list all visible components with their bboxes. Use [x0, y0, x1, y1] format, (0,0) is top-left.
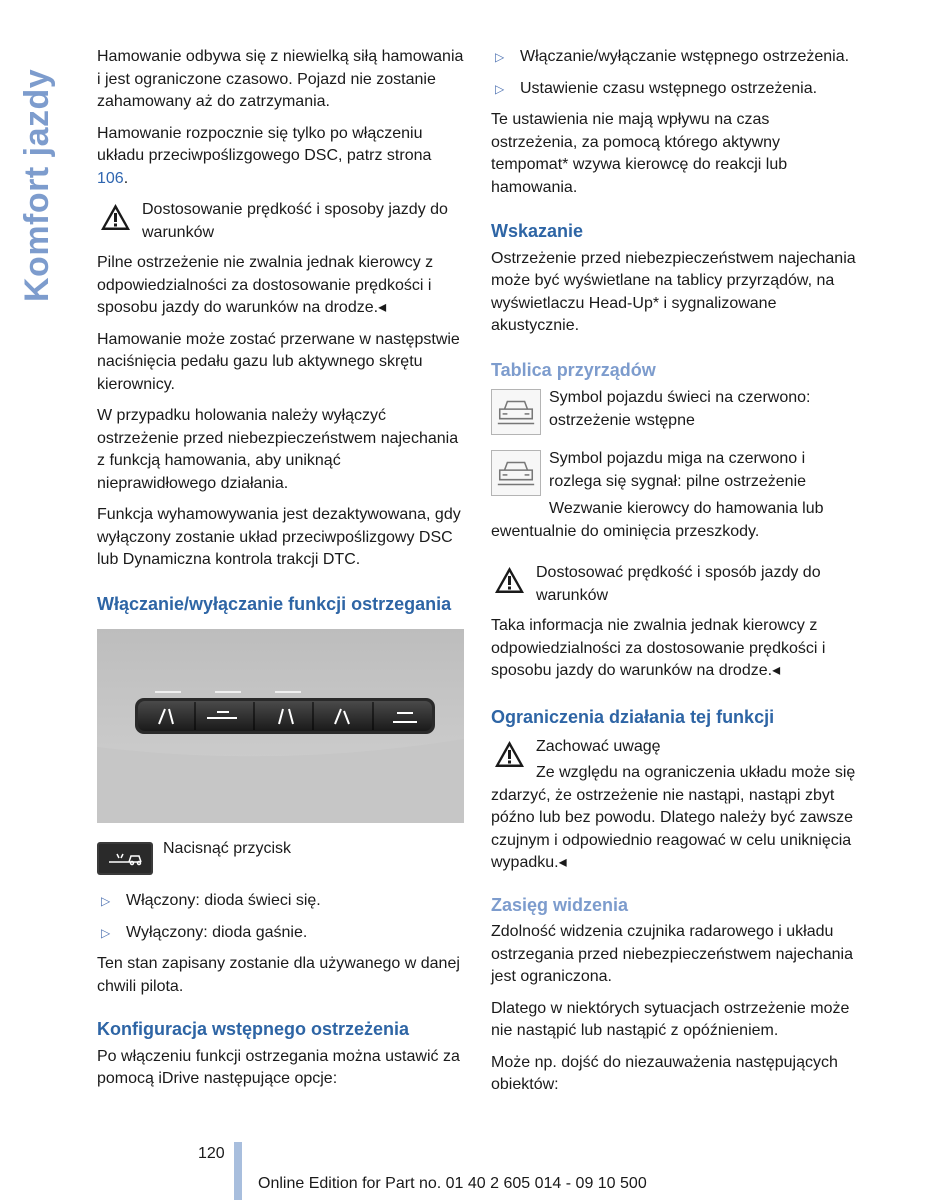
footer-accent-bar	[234, 1142, 242, 1200]
bullet-item: ▷ Włączanie/wyłączanie wstępnego ostrzeżenia.	[495, 48, 850, 65]
symbol-description: Symbol pojazdu świeci na czerwono: ostrzeżenie wstępne	[549, 389, 811, 429]
press-button-row	[97, 838, 464, 878]
section-heading-display: Wskazanie	[491, 221, 584, 241]
paragraph: Pilne ostrzeżenie nie zwalnia jednak kierowcy z odpowiedzialności za dostosowanie prędkości i sposobu jazdy do warunków na drodze.◂	[97, 254, 434, 316]
warning-title: Dostosowanie prędkość i sposoby jazdy do warunków	[142, 201, 448, 241]
warning-title: Dostosować prędkość i sposób jazdy do warunków	[536, 564, 821, 604]
warning-note	[97, 199, 464, 244]
bullet-text: Włączanie/wyłączanie wstępnego ostrzeżenia.	[520, 48, 850, 65]
paragraph: Hamowanie odbywa się z niewielką siłą hamowania i jest ograniczone czasowo. Pojazd nie zostanie zahamowany aż do zatrzymania.	[97, 48, 464, 110]
paragraph: Ten stan zapisany zostanie dla używanego w danej chwili pilota.	[97, 955, 460, 995]
press-button-label: Nacisnąć przycisk	[163, 840, 292, 857]
paragraph: W przypadku holowania należy wyłączyć ostrzeżenie przed niebezpieczeństwem najechania z funkcją hamowania, aby uniknąć nieprawidłowego działania.	[97, 407, 459, 492]
paragraph-text: .	[123, 169, 129, 187]
right-column	[491, 46, 859, 1106]
paragraph: Hamowanie może zostać przerwane w następstwie naciśnięcia pedału gazu lub aktywnego skrętu kierownicy.	[97, 330, 460, 393]
bullet-text: Wyłączony: dioda gaśnie.	[126, 923, 308, 941]
paragraph: Taka informacja nie zwalnia jednak kierowcy z odpowiedzialności za dostosowanie prędkości i sposobu jazdy do warunków na drodze.◂	[491, 617, 826, 679]
section-heading-limits: Ograniczenia działania tej funkcji	[491, 706, 775, 727]
car-warning-icon	[491, 450, 541, 496]
paragraph: Funkcja wyhamowywania jest dezaktywowana, gdy wyłączony zostanie układ przeciwpoślizgowy DSC lub Dynamiczna kontrola trakcji DTC.	[97, 506, 461, 568]
bullet-text: Włączony: dioda świeci się.	[126, 892, 321, 909]
warning-icon	[99, 201, 132, 234]
paragraph: Po włączeniu funkcji ostrzegania można ustawić za pomocą iDrive następujące opcje:	[97, 1047, 460, 1087]
paragraph: Ostrzeżenie przed niebezpieczeństwem najechania może być wyświetlane na tablicy przyrządów, na wyświetlaczu Head-Up* i sygnalizowane akustycznie.	[491, 249, 856, 334]
symbol-row	[491, 387, 859, 437]
warning-note	[491, 562, 859, 607]
paragraph: Zdolność widzenia czujnika radarowego i układu ostrzegania przed niebezpieczeństwem najechania jest ograniczona.	[491, 923, 853, 985]
section-heading-toggle: Włączanie/wyłączanie funkcji ostrzegania	[97, 593, 452, 614]
warning-note	[491, 736, 859, 776]
section-heading-config: Konfiguracja wstępnego ostrzeżenia	[97, 1019, 410, 1039]
warning-icon	[493, 738, 526, 771]
warning-icon	[493, 564, 526, 597]
paragraph-text: Hamowanie rozpocznie się tylko po włączeniu układu przeciwpoślizgowego DSC, patrz strona	[97, 124, 432, 164]
chapter-side-title	[18, 40, 68, 302]
paragraph: Ze względu na ograniczenia układu może się zdarzyć, że ostrzeżenie nie nastąpi, nastąpi zbyt późno lub bez powodu. Dlatego należy być zawsze czujnym i odpowiednio reagować w celu uniknięcia wypadku.◂	[491, 764, 856, 871]
symbol-row	[491, 448, 859, 498]
page-link[interactable]: 106	[97, 169, 124, 187]
paragraph: Te ustawienia nie mają wpływu na czas ostrzeżenia, za pomocą którego aktywny tempomat* wzywa kierowcę do reakcji lub hamowania.	[491, 111, 788, 196]
bullet-text: Ustawienie czasu wstępnego ostrzeżenia.	[520, 79, 818, 97]
edition-note: Online Edition for Part no. 01 40 2 605 014 - 09 10 500	[258, 1175, 647, 1192]
car-warning-icon	[491, 389, 541, 435]
symbol-description: Symbol pojazdu miga na czerwono i rozlega się sygnał: pilne ostrzeżenie	[549, 450, 807, 490]
button-panel-photo	[97, 629, 464, 823]
left-column	[97, 46, 464, 1100]
warning-title: Zachować uwagę	[536, 738, 661, 755]
paragraph: Wezwanie kierowcy do hamowania lub ewentualnie do ominięcia przeszkody.	[491, 500, 824, 540]
bullet-item: ▷ Włączony: dioda świeci się.	[101, 892, 321, 909]
bullet-item: ▷ Ustawienie czasu wstępnego ostrzeżenia.	[495, 79, 818, 97]
subsection-heading-instrument: Tablica przyrządów	[491, 359, 656, 380]
paragraph: Może np. dojść do niezauważenia następujących obiektów:	[491, 1053, 838, 1093]
paragraph	[97, 123, 464, 191]
paragraph: Dlatego w niektórych sytuacjach ostrzeżenie może nie nastąpić lub nastąpić z opóźnieniem.	[491, 999, 850, 1039]
subsection-heading-range: Zasięg widzenia	[491, 894, 629, 915]
bullet-item: ▷ Wyłączony: dioda gaśnie.	[101, 923, 308, 941]
collision-warning-button-icon[interactable]	[97, 842, 153, 875]
page-number: 120	[198, 1145, 225, 1162]
chapter-side-title-text: Komfort jazdy	[18, 68, 56, 302]
